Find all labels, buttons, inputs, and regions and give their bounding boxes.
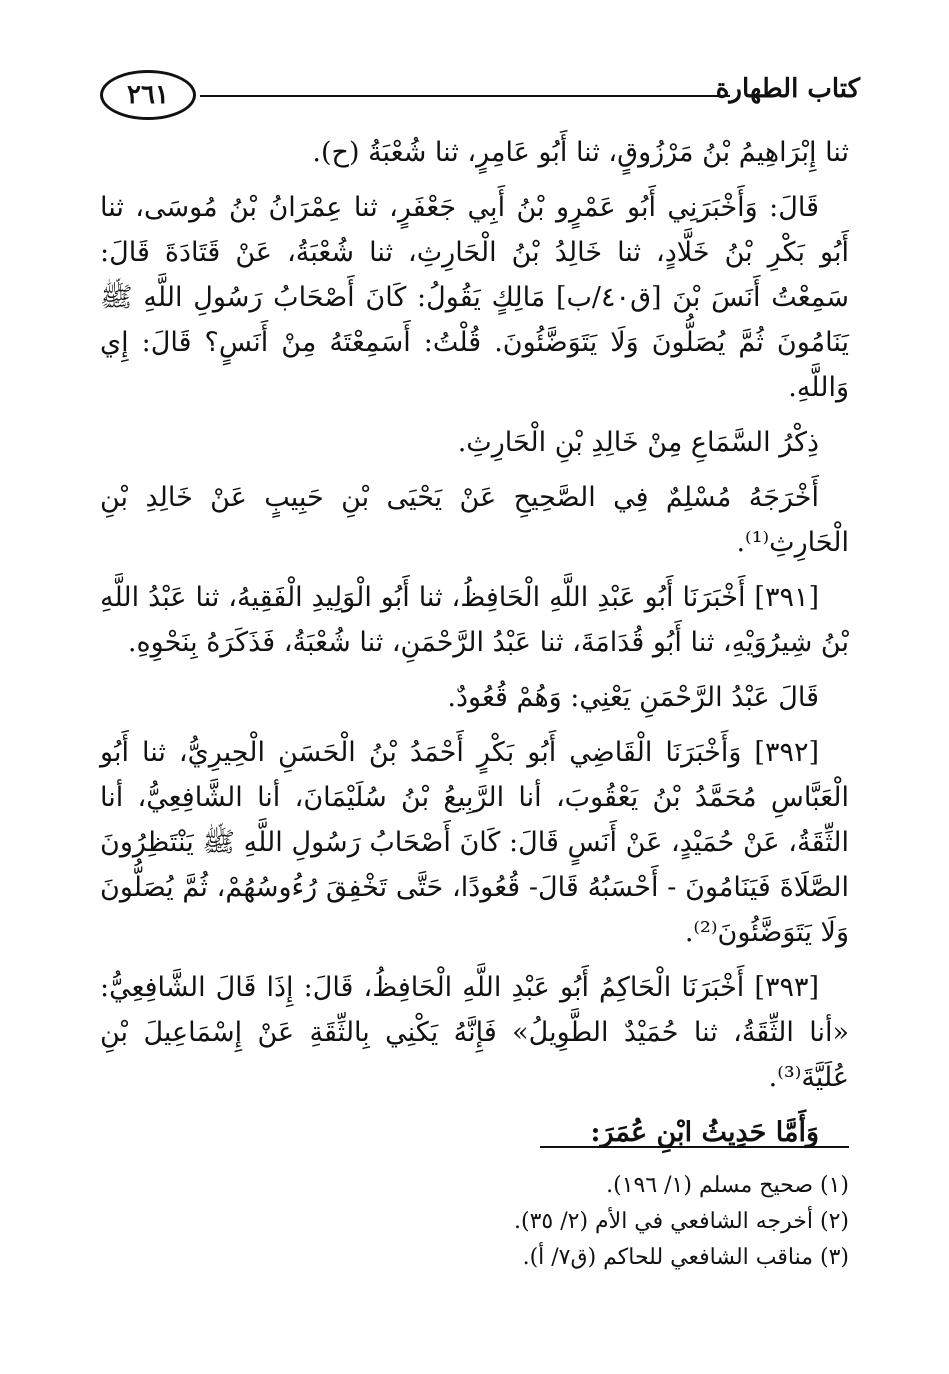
- paragraph-5: [٣٩١] أَخْبَرَنَا أَبُو عَبْدِ اللَّهِ الْحَافِظُ، ثنا أَبُو الْوَلِيدِ الْفَقِيهُ، ثنا عَبْدُ اللَّهِ بْنُ شِيرُوَيْهِ، ثنا أَبُو قُدَامَةَ، ثنا عَبْدُ الرَّحْمَنِ، ثنا شُعْبَةُ، فَذَكَرَهُ بِنَحْوِهِ.: [100, 582, 849, 658]
- footnote-1: (١) صحيح مسلم (١/ ١٩٦).: [606, 1173, 849, 1198]
- paragraph-7: [٣٩٢] وَأَخْبَرَنَا الْقَاضِي أَبُو بَكْرٍ أَحْمَدُ بْنُ الْحَسَنِ الْحِيرِيُّ، ثنا أَبُو الْعَبَّاسِ مُحَمَّدُ بْنُ يَعْقُوبَ، أنا الرَّبِيعُ بْنُ سُلَيْمَانَ، أنا الشَّافِعِيُّ، أنا الثِّقَةُ، عَنْ حُمَيْدٍ، عَنْ أَنَسٍ قَالَ: كَانَ أَصْحَابُ رَسُولِ اللَّهِ ﷺ يَنْتَظِرُونَ الصَّلَاةَ فَيَنَامُونَ - أَحْسَبُهُ قَالَ- قُعُودًا، حَتَّى تَخْفِقَ رُءُوسُهُمْ، ثُمَّ يُصَلُّونَ وَلَا يَتَوَضَّئُونَ⁽²⁾.: [100, 737, 849, 948]
- paragraph-8: [٣٩٣] أَخْبَرَنَا الْحَاكِمُ أَبُو عَبْدِ اللَّهِ الْحَافِظُ، قَالَ: إِذَا قَالَ الشَّافِعِيُّ: «أنا الثِّقَةُ، ثنا حُمَيْدٌ الطَّوِيلُ» فَإِنَّهُ يَكْنِي بِالثِّقَةِ عَنْ إِسْمَاعِيلَ بْنِ عُلَيَّةَ⁽³⁾.: [100, 972, 849, 1093]
- paragraph-1: ثنا إِبْرَاهِيمُ بْنُ مَرْزُوقٍ، ثنا أَبُو عَامِرٍ، ثنا شُعْبَةُ (ح).: [312, 137, 849, 168]
- main-text: [100, 130, 849, 1165]
- page-header: [100, 70, 860, 126]
- paragraph-2: قَالَ: وَأَخْبَرَنِي أَبُو عَمْرٍو بْنُ أَبِي جَعْفَرٍ، ثنا عِمْرَانُ بْنُ مُوسَى، ثنا أَبُو بَكْرِ بْنُ خَلَّادٍ، ثنا خَالِدُ بْنُ الْحَارِثِ، ثنا شُعْبَةُ، عَنْ قَتَادَةَ قَالَ: سَمِعْتُ أَنَسَ بْنَ [ق٤٠/ب] مَالِكٍ يَقُولُ: كَانَ أَصْحَابُ رَسُولِ اللَّهِ ﷺ يَنَامُونَ ثُمَّ يُصَلُّونَ وَلَا يَتَوَضَّئُونَ. قُلْتُ: أَسَمِعْتَهُ مِنْ أَنَسٍ؟ قَالَ: إِي وَاللَّهِ.: [100, 192, 850, 403]
- page-number: ٢٦١: [127, 80, 169, 110]
- running-title: كتاب الطهارة: [715, 74, 860, 104]
- paragraph-3: ذِكْرُ السَّمَاعِ مِنْ خَالِدِ بْنِ الْحَارِثِ.: [457, 427, 819, 458]
- footnote-2: (٢) أخرجه الشافعي في الأم (٢/ ٣٥).: [514, 1209, 849, 1234]
- footnote-separator: [540, 1146, 849, 1148]
- section-heading: وَأَمَّا حَدِيثُ ابْنِ عُمَرَ:: [590, 1117, 819, 1148]
- header-rule: [200, 95, 730, 97]
- paragraph-6: قَالَ عَبْدُ الرَّحْمَنِ يَعْنِي: وَهُمْ قُعُودٌ.: [447, 682, 819, 713]
- paragraph-4: أَخْرَجَهُ مُسْلِمٌ فِي الصَّحِيحِ عَنْ يَحْيَى بْنِ حَبِيبٍ عَنْ خَالِدِ بْنِ الْحَارِثِ⁽¹⁾.: [100, 482, 849, 558]
- footnote-3: (٣) مناقب الشافعي للحاكم (ق٧/ أ).: [522, 1245, 849, 1270]
- footnotes: [400, 1168, 849, 1276]
- page-number-badge: [100, 70, 196, 120]
